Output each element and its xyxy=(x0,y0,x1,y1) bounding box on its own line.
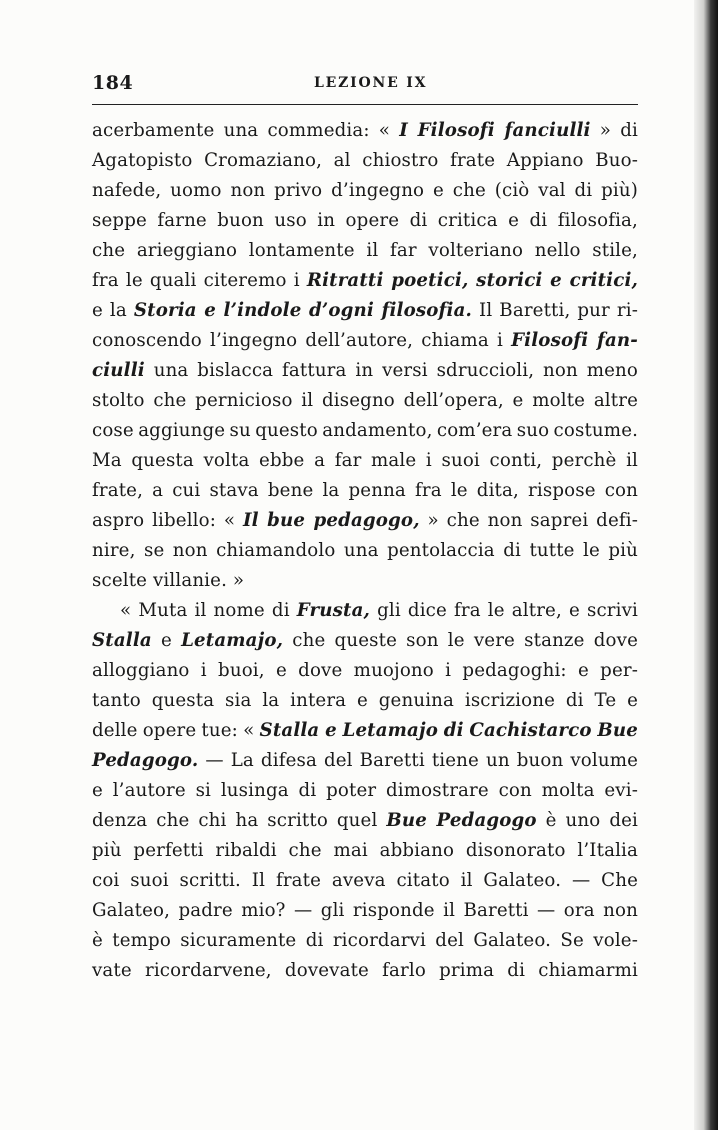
text-line xyxy=(92,116,638,146)
body-text xyxy=(92,116,638,986)
text-line xyxy=(92,896,638,926)
italic-title-text: Pedagogo. xyxy=(92,750,199,771)
text-line xyxy=(92,446,638,476)
text-line xyxy=(92,626,638,656)
line-text: frate, a cui stava bene la penna fra le dita, rispose con xyxy=(92,480,638,501)
line-text: coi suoi scritti. Il frate aveva citato il Galateo. — Che xyxy=(92,870,638,891)
italic-title-text: Il bue pedagogo, xyxy=(243,510,420,531)
italic-title-text: ciulli xyxy=(92,360,145,381)
italic-title-text: Bue Pedagogo xyxy=(386,810,537,831)
line-text: scelte villanie. » xyxy=(92,570,245,591)
line-text: fra le quali citeremo i xyxy=(92,270,307,291)
line-text: stolto che pernicioso il disegno dell’opera, e molte altre xyxy=(92,390,638,411)
line-text: delle opere tue: « xyxy=(92,720,260,741)
page-binding-edge xyxy=(694,0,718,1130)
text-line xyxy=(92,926,638,956)
running-head: LEZIONE IX xyxy=(314,75,428,91)
italic-title-text: Filosofi fan- xyxy=(511,330,638,351)
italic-title-text: Storia e l’indole d’ogni filosofia. xyxy=(133,300,472,321)
italic-title-text: I Filosofi fanciulli xyxy=(399,120,591,141)
italic-title-text: Letamajo, xyxy=(181,630,284,651)
text-line xyxy=(92,956,638,986)
line-text: nire, se non chiamandolo una pentolaccia di tutte le più xyxy=(92,540,638,561)
line-text: che arieggiano lontamente il far volteriano nello stile, xyxy=(92,240,638,261)
line-text: gli dice fra le altre, e scrivi xyxy=(370,600,638,621)
line-text: alloggiano i buoi, e dove muojono i pedagoghi: e per- xyxy=(92,660,638,681)
line-text: e la xyxy=(92,300,134,321)
italic-title-text: Stalla e Letamajo di Cachistarco Bue xyxy=(259,720,638,741)
text-line xyxy=(92,176,638,206)
text-line xyxy=(92,266,638,296)
line-text: seppe farne buon uso in opere di critica e di filosofia, xyxy=(92,210,638,231)
text-line xyxy=(92,356,638,386)
line-text: vate ricordarvene, dovevate farlo prima di chiamarmi xyxy=(92,960,638,981)
text-line xyxy=(92,836,638,866)
text-line xyxy=(92,206,638,236)
line-text: denza che chi ha scritto quel xyxy=(92,810,387,831)
line-text: tanto questa sia la intera e genuina iscrizione di Te e xyxy=(92,690,638,711)
text-line xyxy=(92,596,638,626)
line-text: cose aggiunge su questo andamento, com’era suo costume. xyxy=(92,420,639,441)
page-header xyxy=(92,72,638,102)
line-text: che queste son le vere stanze dove xyxy=(283,630,638,651)
text-line xyxy=(92,686,638,716)
line-text: una bislacca fattura in versi sdruccioli, non meno xyxy=(144,360,638,381)
text-line xyxy=(92,326,638,356)
line-text: aspro libello: « xyxy=(92,510,244,531)
text-line xyxy=(92,656,638,686)
text-line xyxy=(92,866,638,896)
line-text: » di xyxy=(590,120,638,141)
text-line xyxy=(92,776,638,806)
line-text: « Muta il nome di xyxy=(120,600,297,621)
line-text: Agatopisto Cromaziano, al chiostro frate Appiano Buo- xyxy=(92,150,638,171)
line-text: Galateo, padre mio? — gli risponde il Baretti — ora non xyxy=(92,900,638,921)
line-text: più perfetti ribaldi che mai abbiano disonorato l’Italia xyxy=(92,840,638,861)
text-line xyxy=(92,386,638,416)
line-text: — La difesa del Baretti tiene un buon volume xyxy=(198,750,638,771)
header-rule xyxy=(92,104,638,105)
line-text: è tempo sicuramente di ricordarvi del Galateo. Se vole- xyxy=(92,930,638,951)
line-text: e xyxy=(151,630,182,651)
text-line xyxy=(92,416,638,446)
line-text: nafede, uomo non privo d’ingegno e che (ciò val di più) xyxy=(92,180,638,201)
text-line xyxy=(92,566,638,596)
text-line xyxy=(92,236,638,266)
italic-title-text: Ritratti poetici, storici e critici, xyxy=(306,270,638,291)
text-line xyxy=(92,716,638,746)
line-text: e l’autore si lusinga di poter dimostrare con molta evi- xyxy=(92,780,638,801)
italic-title-text: Stalla xyxy=(92,630,152,651)
line-text: Ma questa volta ebbe a far male i suoi conti, perchè il xyxy=(92,450,638,471)
text-line xyxy=(92,806,638,836)
line-text: Il Baretti, pur ri- xyxy=(472,300,638,321)
line-text: acerbamente una commedia: « xyxy=(92,120,400,141)
page-number: 184 xyxy=(92,72,134,94)
text-line xyxy=(92,506,638,536)
text-line xyxy=(92,476,638,506)
line-text: » che non saprei defi- xyxy=(419,510,638,531)
text-line xyxy=(92,146,638,176)
line-text: conoscendo l’ingegno dell’autore, chiama i xyxy=(92,330,512,351)
text-line xyxy=(92,746,638,776)
text-line xyxy=(92,296,638,326)
italic-title-text: Frusta, xyxy=(296,600,370,621)
text-line xyxy=(92,536,638,566)
line-text: è uno dei xyxy=(536,810,638,831)
